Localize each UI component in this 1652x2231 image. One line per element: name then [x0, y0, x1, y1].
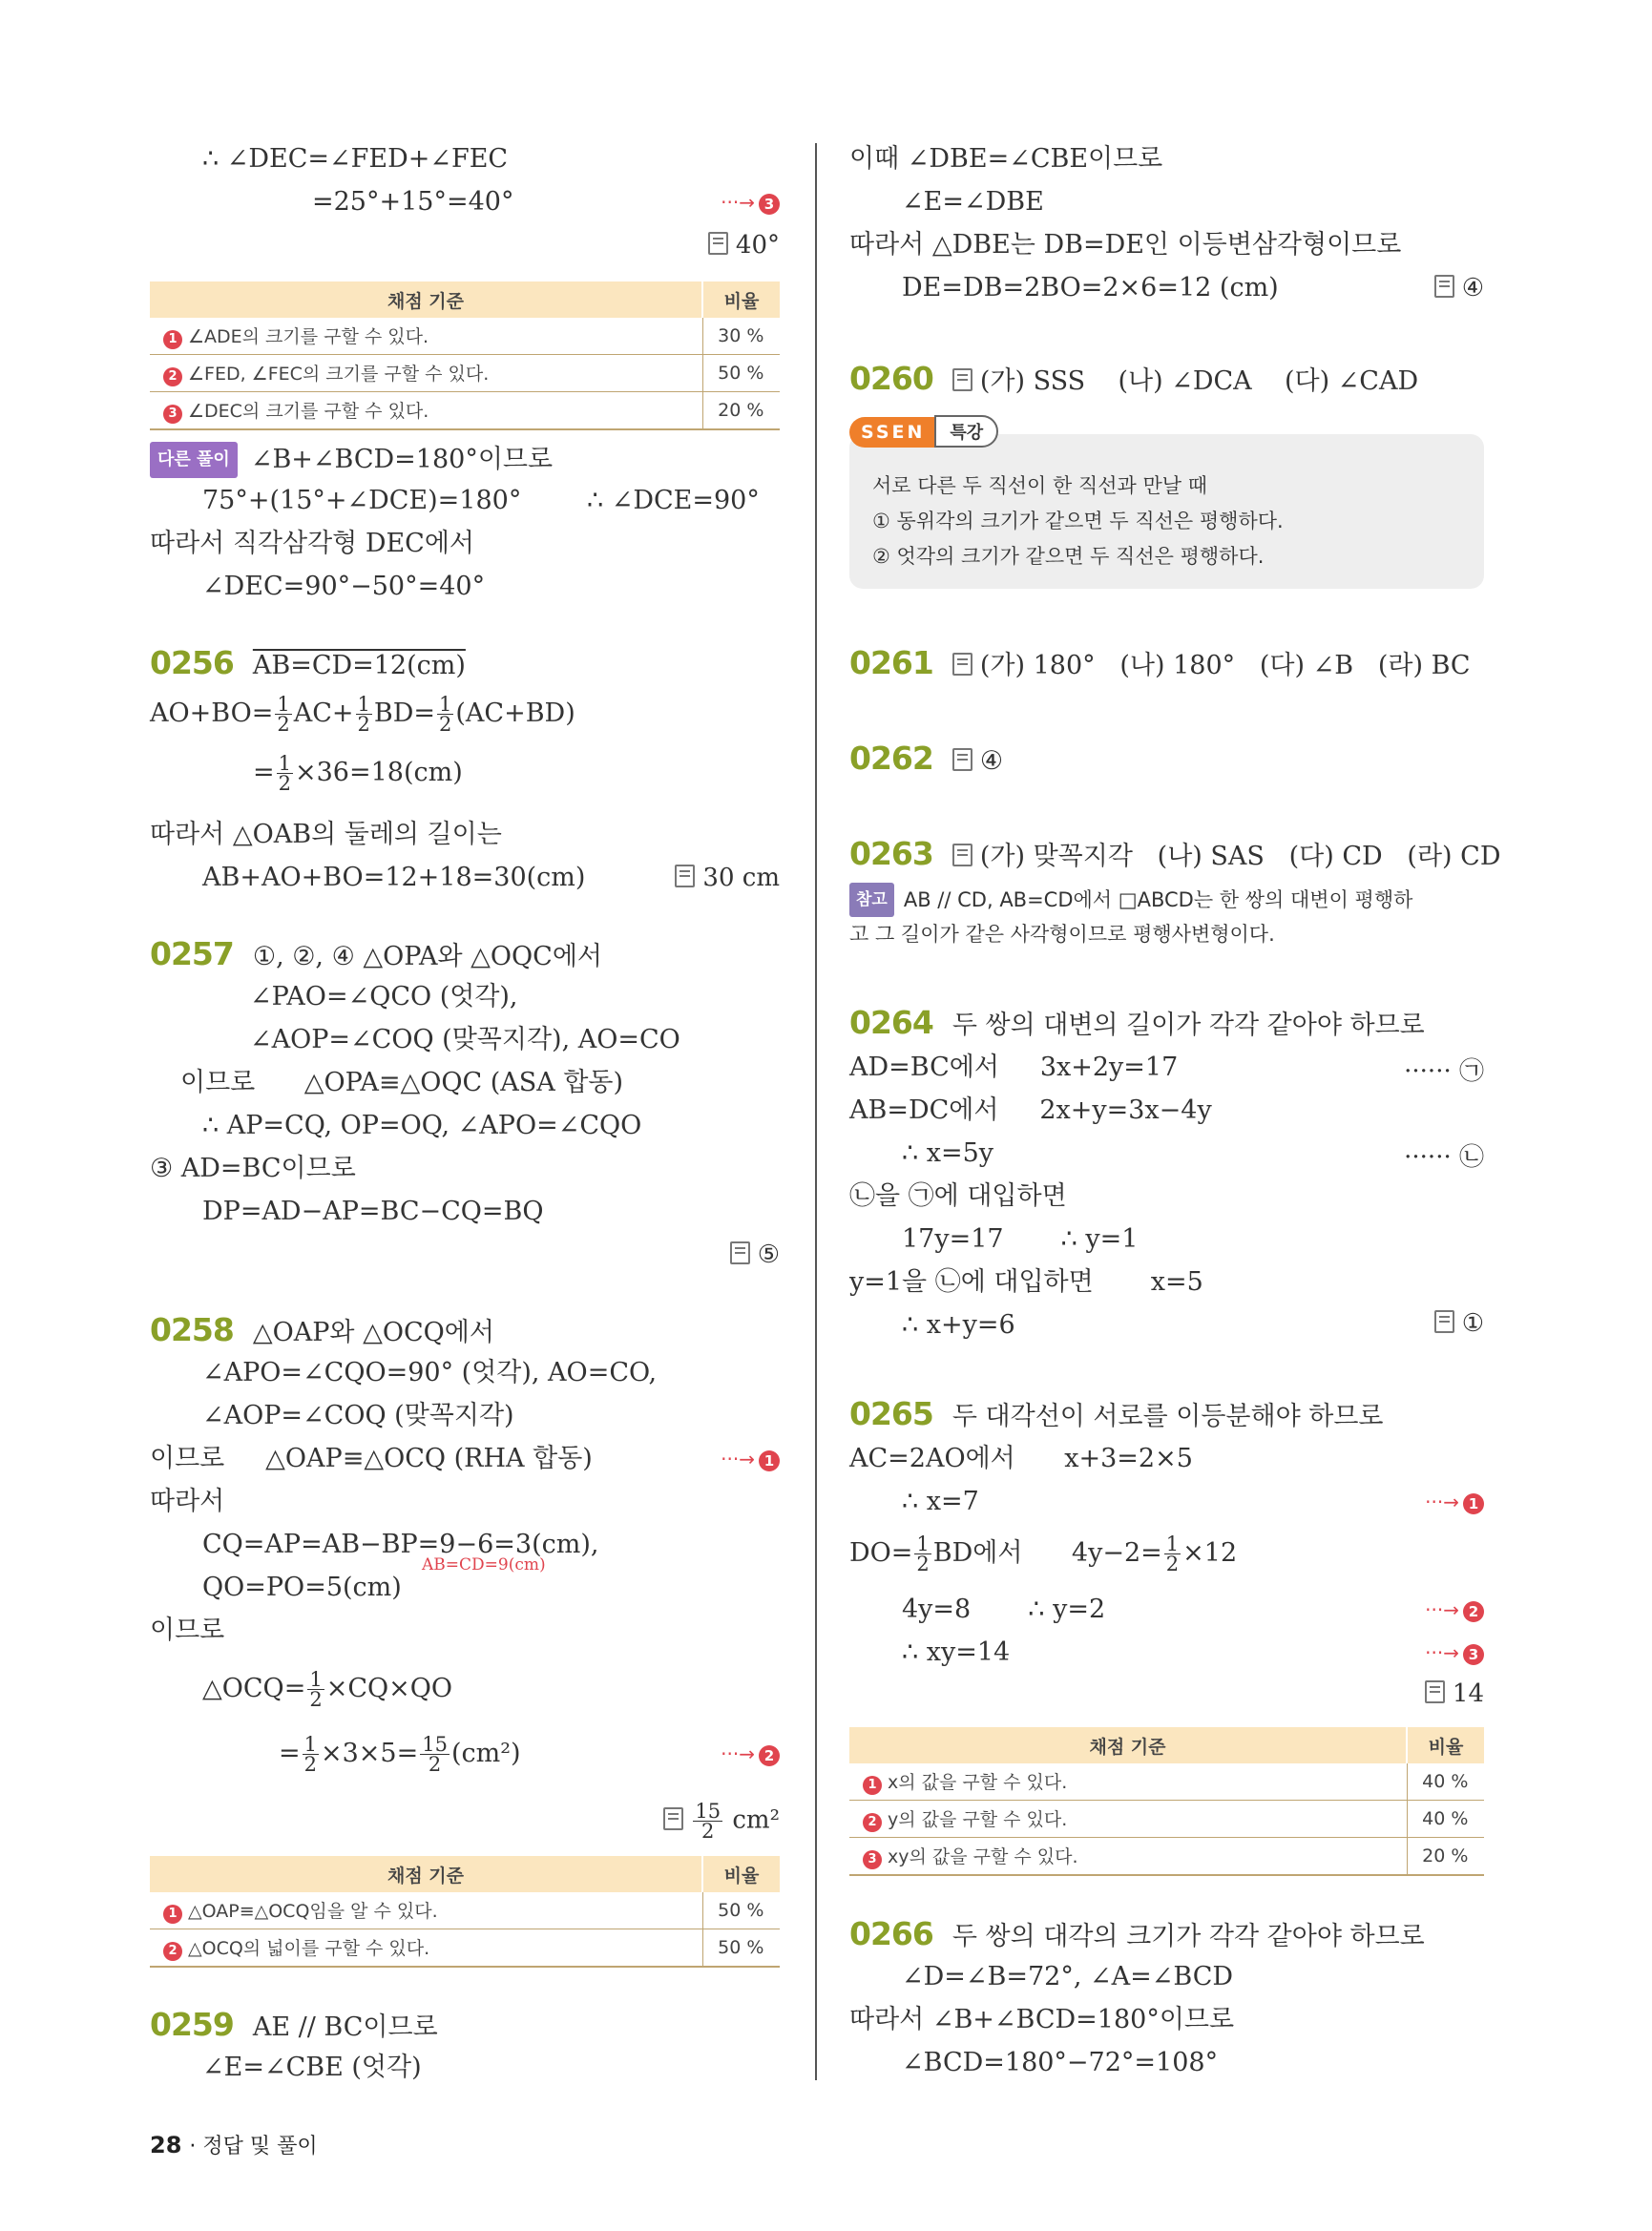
ssen-content: [849, 434, 1484, 589]
table-header: 비율: [1407, 1727, 1484, 1763]
text-line: 따라서 ∠B+∠BCD=180°이므로: [849, 2005, 1235, 2034]
answer-icon: [952, 844, 972, 866]
answer-icon: [1434, 275, 1454, 298]
ssen-line: ① 동위각의 크기가 같으면 두 직선은 평행하다.: [872, 510, 1284, 532]
text-line: ∠AOP=∠COQ (맞꼭지각): [202, 1401, 514, 1430]
reference-note: 참고 AB // CD, AB=CD에서 □ABCD는 한 쌍의 대변이 평행하: [849, 883, 1412, 917]
text-line: ∴ x=7: [902, 1487, 979, 1516]
equation-tag: ······ ㉠: [1404, 1057, 1484, 1086]
text-line: ∠D=∠B=72°, ∠A=∠BCD: [902, 1962, 1234, 1991]
problem-0260: 0260 (가) SSS (나) ∠DCA (다) ∠CAD: [849, 360, 1419, 397]
answer-icon: [952, 368, 972, 391]
table-row: 1 △OAP≡△OCQ임을 알 수 있다. 50 %: [150, 1892, 780, 1929]
problem-0256: 0256 AB=CD=12(cm): [150, 644, 466, 681]
text-line: AB+AO+BO=12+18=30(cm): [202, 863, 586, 892]
text-line: ③ AD=BC이므로: [150, 1154, 356, 1183]
problem-0257: 0257 ①, ②, ④ △OPA와 △OQC에서: [150, 935, 602, 972]
text-line: QO=PO=5(cm): [202, 1573, 402, 1602]
text-line: ㉡을 ㉠에 대입하면: [849, 1181, 1067, 1211]
table-row: 2 △OCQ의 넓이를 구할 수 있다. 50 %: [150, 1929, 780, 1968]
table-row: 2 y의 값을 구할 수 있다. 40 %: [849, 1801, 1484, 1838]
problem-0263: 0263 (가) 맞꼭지각 (나) SAS (다) CD (라) CD: [849, 835, 1501, 872]
answer-icon: [952, 748, 972, 771]
alt-solution-badge: 다른 풀이: [150, 442, 238, 478]
table-header: 채점 기준: [849, 1727, 1407, 1763]
problem-0265: 0265 두 대각선이 서로를 이등분해야 하므로: [849, 1395, 1384, 1432]
step-marker: ···→ 3: [721, 191, 780, 215]
answer: $\frac{15}{2}$ cm²: [663, 1802, 780, 1841]
text-line: ∠APO=∠CQO=90° (엇각), AO=CO,: [202, 1358, 658, 1387]
answer: ⑤: [730, 1241, 780, 1269]
table-header: 비율: [702, 281, 780, 318]
alt-solution: 다른 풀이 ∠B+∠BCD=180°이므로: [150, 442, 553, 478]
table-row: 2 ∠FED, ∠FEC의 크기를 구할 수 있다. 50 %: [150, 355, 780, 392]
problem-0262: 0262 ④: [849, 740, 1004, 777]
text-line: AD=BC에서 3x+2y=17: [849, 1053, 1179, 1082]
problem-0266: 0266 두 쌍의 대각의 크기가 각각 같아야 하므로: [849, 1915, 1425, 1952]
text-line: y=1을 ㉡에 대입하면 x=5: [849, 1267, 1203, 1297]
text-line: ∠BCD=180°−72°=108°: [902, 2048, 1219, 2077]
text-line: AB=DC에서 2x+y=3x−4y: [849, 1095, 1212, 1125]
column-divider: [815, 143, 817, 2080]
ssen-line: 서로 다른 두 직선이 한 직선과 만날 때: [872, 474, 1208, 497]
text-line: ∠DEC=90°−50°=40°: [202, 572, 486, 601]
text-line: ∴ x=5y: [902, 1138, 994, 1168]
step-marker: ···→ 1: [1425, 1491, 1484, 1514]
annotation-note: AB=CD=9(cm): [422, 1555, 546, 1574]
scoring-table-2: [150, 1856, 780, 1968]
text-line: AO+BO= $\frac{1}{2}$ AC+ $\frac{1}{2}$ BD= $\frac{1}{2}$ (AC+BD): [150, 693, 575, 736]
problem-0261: 0261 (가) 180° (나) 180° (다) ∠B (라) BC: [849, 644, 1471, 681]
text-line: ∠E=∠DBE: [902, 187, 1044, 217]
problem-0259: 0259 AE // BC이므로: [150, 2006, 438, 2043]
reference-badge: 참고: [849, 883, 894, 917]
text-line: ∴ AP=CQ, OP=OQ, ∠APO=∠CQO: [202, 1111, 642, 1140]
answer-icon: [1425, 1680, 1445, 1703]
text-line: △OCQ= $\frac{1}{2}$ ×CQ×QO: [202, 1668, 453, 1711]
text-line: = $\frac{1}{2}$ ×36=18(cm): [253, 752, 463, 795]
answer: 40°: [708, 231, 780, 260]
answer-icon: [952, 653, 972, 676]
text-line: 이때 ∠DBE=∠CBE이므로: [849, 144, 1163, 174]
equation-tag: ······ ㉡: [1404, 1143, 1484, 1172]
answer-icon: [675, 865, 695, 887]
table-header: 채점 기준: [150, 1856, 702, 1892]
text-line: ∴ ∠DEC=∠FED+∠FEC: [202, 144, 509, 174]
page-footer: [150, 2130, 318, 2159]
step-marker: ···→ 1: [721, 1448, 780, 1471]
table-row: 3 ∠DEC의 크기를 구할 수 있다. 20 %: [150, 392, 780, 430]
answer: ①: [1434, 1309, 1484, 1338]
text-line: ∠PAO=∠QCO (엇각),: [250, 982, 518, 1011]
step-marker: ···→ 2: [1425, 1598, 1484, 1622]
step-marker: ···→ 3: [1425, 1641, 1484, 1665]
text-line: 이므로 △OAP≡△OCQ (RHA 합동): [150, 1444, 593, 1473]
answer: 30 cm: [675, 864, 780, 892]
text-line: =25°+15°=40°: [312, 187, 514, 217]
answer: ④: [1434, 274, 1484, 302]
page-number: 28: [150, 2132, 182, 2158]
scoring-table-1: [150, 281, 780, 430]
table-header: 비율: [702, 1856, 780, 1892]
text-line: 따라서: [150, 1487, 225, 1516]
table-row: 3 xy의 값을 구할 수 있다. 20 %: [849, 1838, 1484, 1876]
table-row: 1 x의 값을 구할 수 있다. 40 %: [849, 1763, 1484, 1801]
answer: 14: [1425, 1679, 1484, 1708]
text-line: DO= $\frac{1}{2}$ BD에서 4y−2= $\frac{1}{2}$ ×12: [849, 1533, 1238, 1575]
text-line: 따라서 △DBE는 DB=DE인 이등변삼각형이므로: [849, 230, 1402, 260]
text-line: 4y=8 ∴ y=2: [902, 1595, 1106, 1624]
problem-0258: 0258 △OAP와 △OCQ에서: [150, 1311, 494, 1348]
answer-icon: [708, 232, 728, 255]
answer-icon: [730, 1241, 750, 1264]
problem-0264: 0264 두 쌍의 대변의 길이가 각각 같아야 하므로: [849, 1004, 1425, 1041]
text-line: = $\frac{1}{2}$ ×3×5= $\frac{15}{2}$ (cm²): [279, 1733, 521, 1776]
table-header: 채점 기준: [150, 281, 702, 318]
text-line: AC=2AO에서 x+3=2×5: [849, 1444, 1193, 1473]
text-line: CQ=AP=AB−BP=9−6=3(cm),: [202, 1530, 599, 1559]
step-marker: ···→ 2: [721, 1742, 780, 1766]
ssen-tag: SSEN 특강: [849, 415, 998, 451]
text-line: ∠E=∠CBE (엇각): [202, 2053, 422, 2082]
text-line: 이므로 △OPA≡△OQC (ASA 합동): [180, 1068, 624, 1097]
text-line: 따라서 △OAB의 둘레의 길이는: [150, 820, 502, 849]
table-row: 1 ∠ADE의 크기를 구할 수 있다. 30 %: [150, 318, 780, 355]
answer-icon: [1434, 1310, 1454, 1333]
text-line: DP=AD−AP=BC−CQ=BQ: [202, 1197, 544, 1226]
text-line: 17y=17 ∴ y=1: [902, 1224, 1139, 1254]
text-line: 따라서 직각삼각형 DEC에서: [150, 529, 475, 558]
text-line: ∴ x+y=6: [902, 1310, 1015, 1340]
text-line: 이므로: [150, 1616, 225, 1645]
footer-label: · 정답 및 풀이: [189, 2135, 318, 2158]
ssen-line: ② 엇각의 크기가 같으면 두 직선은 평행하다.: [872, 545, 1265, 568]
text-line: 75°+(15°+∠DCE)=180° ∴ ∠DCE=90°: [202, 486, 760, 515]
text-line: ∠AOP=∠COQ (맞꼭지각), AO=CO: [250, 1025, 680, 1054]
reference-note: 고 그 길이가 같은 사각형이므로 평행사변형이다.: [849, 923, 1275, 946]
answer-icon: [663, 1807, 683, 1830]
text-line: ∴ xy=14: [902, 1637, 1011, 1667]
scoring-table-3: [849, 1727, 1484, 1876]
text-line: DE=DB=2BO=2×6=12 (cm): [902, 273, 1279, 302]
